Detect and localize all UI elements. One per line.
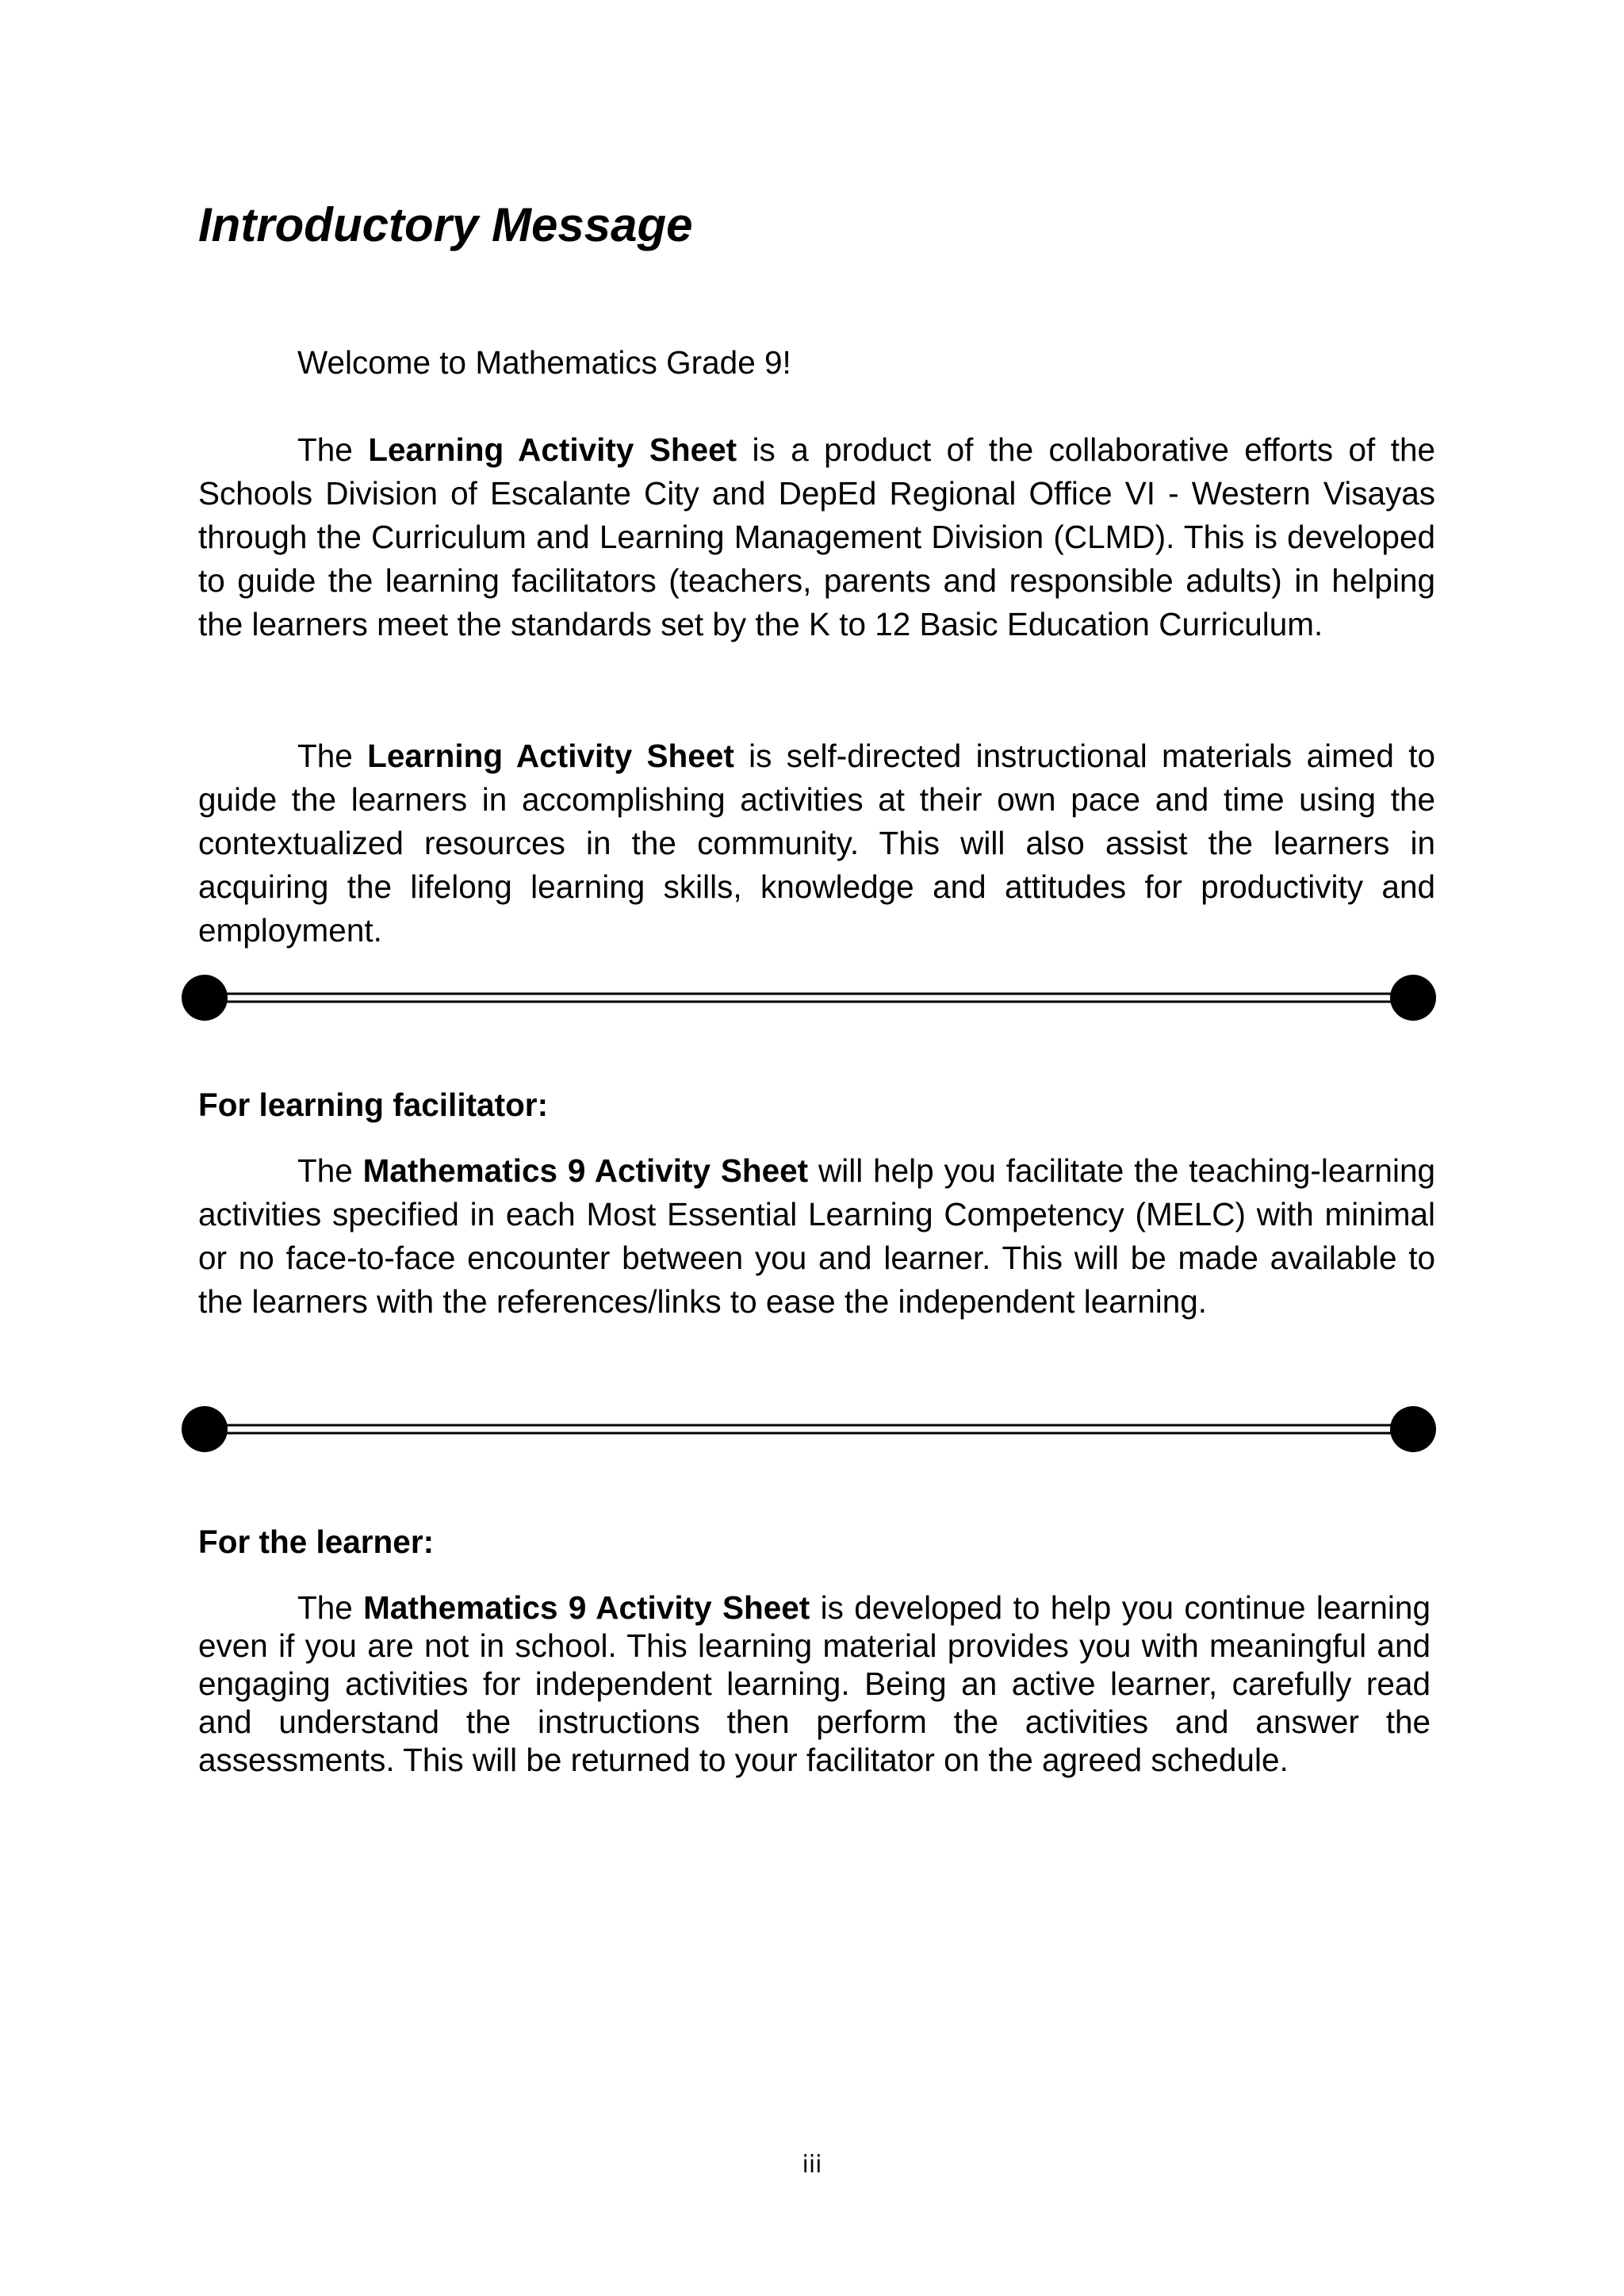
facilitator-paragraph-rest: will help you facilitate the teaching-learning activities specified in each Most Essential Learning Competency (MELC) with minimal or no face-to-face encounter between you and learner. This will be made available to the learners with the references/links to ease the independent learning. — [198, 1152, 1435, 1320]
learner-paragraph-rest: is developed to help you continue learning even if you are not in school. This learning material provides you with meaningful and engaging activities for independent learning. Being an active learner, carefully read and understand the instructions then perform the activities and answer the assessments. This will be returned to your facilitator on the agreed schedule. — [198, 1589, 1431, 1778]
intro-paragraph-1 — [198, 428, 1435, 646]
facilitator-paragraph-bold: Mathematics 9 Activity Sheet — [362, 1152, 809, 1189]
intro-paragraph-1-lead: The — [297, 431, 369, 468]
facilitator-heading: For learning facilitator: — [198, 1087, 549, 1123]
section-divider — [181, 974, 1437, 1022]
facilitator-paragraph — [198, 1149, 1435, 1324]
page-number: iii — [802, 2151, 822, 2179]
learner-paragraph-bold: Mathematics 9 Activity Sheet — [363, 1589, 810, 1626]
intro-paragraph-1-bold: Learning Activity Sheet — [368, 431, 737, 468]
intro-paragraph-2 — [198, 734, 1435, 953]
intro-paragraph-1-rest: is a product of the collaborative efforts of the Schools Division of Escalante City and DepEd Regional Office VI - Western Visayas through the Curriculum and Learning Management Division (CLMD). This is developed to guide the learning facilitators (teachers, parents and responsible adults) in helping the learners meet the standards set by the K to 12 Basic Education Curriculum. — [198, 431, 1435, 642]
intro-paragraph-2-rest: is self-directed instructional materials aimed to guide the learners in accomplishing activities at their own pace and time using the contextualized resources in the community. This will also assist the learners in acquiring the lifelong learning skills, knowledge and attitudes for productivity and employment. — [198, 738, 1435, 949]
welcome-line: Welcome to Mathematics Grade 9! — [297, 344, 791, 381]
learner-paragraph-lead: The — [297, 1589, 364, 1626]
intro-paragraph-2-lead: The — [297, 738, 368, 774]
divider-right-dot — [1390, 1406, 1436, 1452]
divider-left-dot — [182, 1406, 228, 1452]
section-divider — [181, 1405, 1437, 1453]
divider-right-dot — [1390, 975, 1436, 1021]
learner-heading: For the learner: — [198, 1524, 435, 1560]
facilitator-paragraph-lead: The — [297, 1152, 363, 1189]
page-title: Introductory Message — [198, 198, 693, 251]
intro-paragraph-2-bold: Learning Activity Sheet — [367, 738, 734, 774]
divider-left-dot — [182, 975, 228, 1021]
learner-paragraph — [198, 1589, 1431, 1779]
